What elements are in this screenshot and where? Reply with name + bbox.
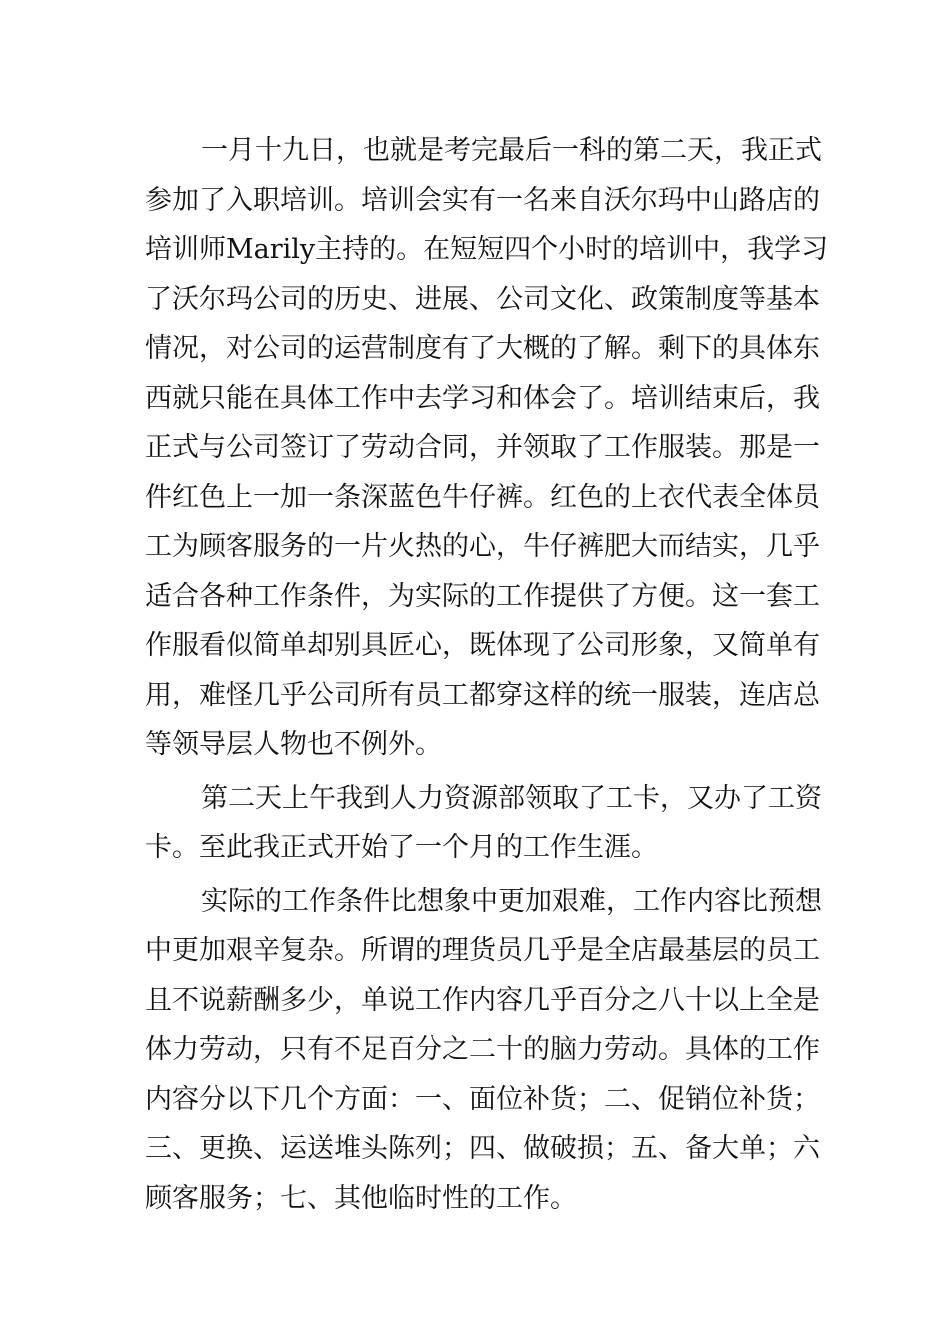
paragraph-line: 件红色上一加一条深蓝色牛仔裤。红色的上衣代表全体员 xyxy=(145,481,820,513)
paragraph-line: 参加了入职培训。培训会实有一名来自沃尔玛中山路店的 xyxy=(145,184,820,216)
paragraph-line: 内容分以下几个方面：一、面位补货；二、促销位补货； xyxy=(145,1083,820,1115)
paragraph-line: 顾客服务；七、其他临时性的工作。 xyxy=(145,1182,577,1214)
paragraph-line: 了沃尔玛公司的历史、进展、公司文化、政策制度等基本 xyxy=(145,283,820,315)
paragraph-line: 培训师Marily主持的。在短短四个小时的培训中，我学习 xyxy=(145,234,829,265)
paragraph-line: 西就只能在具体工作中去学习和体会了。培训结束后，我 xyxy=(145,382,820,414)
document-body xyxy=(145,126,829,1227)
paragraph-line: 用，难怪几乎公司所有员工都穿这样的统一服装，连店总 xyxy=(145,679,820,711)
paragraph-line: 第二天上午我到人力资源部领取了工卡，又办了工资 xyxy=(201,782,822,814)
paragraph-line: 作服看似简单却别具匠心，既体现了公司形象，又简单有 xyxy=(145,630,820,661)
paragraph-2 xyxy=(145,774,822,873)
paragraph-line: 实际的工作条件比想象中更加艰难，工作内容比预想 xyxy=(201,885,822,917)
paragraph-line: 情况，对公司的运营制度有了大概的了解。剩下的具体东 xyxy=(145,333,820,364)
paragraph-line: 一月十九日，也就是考完最后一科的第二天，我正式 xyxy=(201,135,822,166)
paragraph-line: 适合各种工作条件，为实际的工作提供了方便。这一套工 xyxy=(145,580,820,612)
paragraph-line: 正式与公司签订了劳动合同，并领取了工作服装。那是一 xyxy=(145,432,820,463)
paragraph-line: 工为顾客服务的一片火热的心，牛仔裤肥大而结实，几乎 xyxy=(145,531,820,562)
paragraph-line: 三、更换、运送堆头陈列；四、做破损；五、备大单；六 xyxy=(145,1133,820,1164)
paragraph-line: 且不说薪酬多少，单说工作内容几乎百分之八十以上全是 xyxy=(145,984,820,1016)
paragraph-line: 体力劳动，只有不足百分之二十的脑力劳动。具体的工作 xyxy=(145,1034,820,1065)
paragraph-3 xyxy=(145,877,822,1224)
paragraph-1 xyxy=(145,126,829,770)
paragraph-line: 中更加艰辛复杂。所谓的理货员几乎是全店最基层的员工 xyxy=(145,935,820,966)
paragraph-line: 卡。至此我正式开始了一个月的工作生涯。 xyxy=(145,832,658,863)
paragraph-line: 等领导层人物也不例外。 xyxy=(145,729,442,760)
